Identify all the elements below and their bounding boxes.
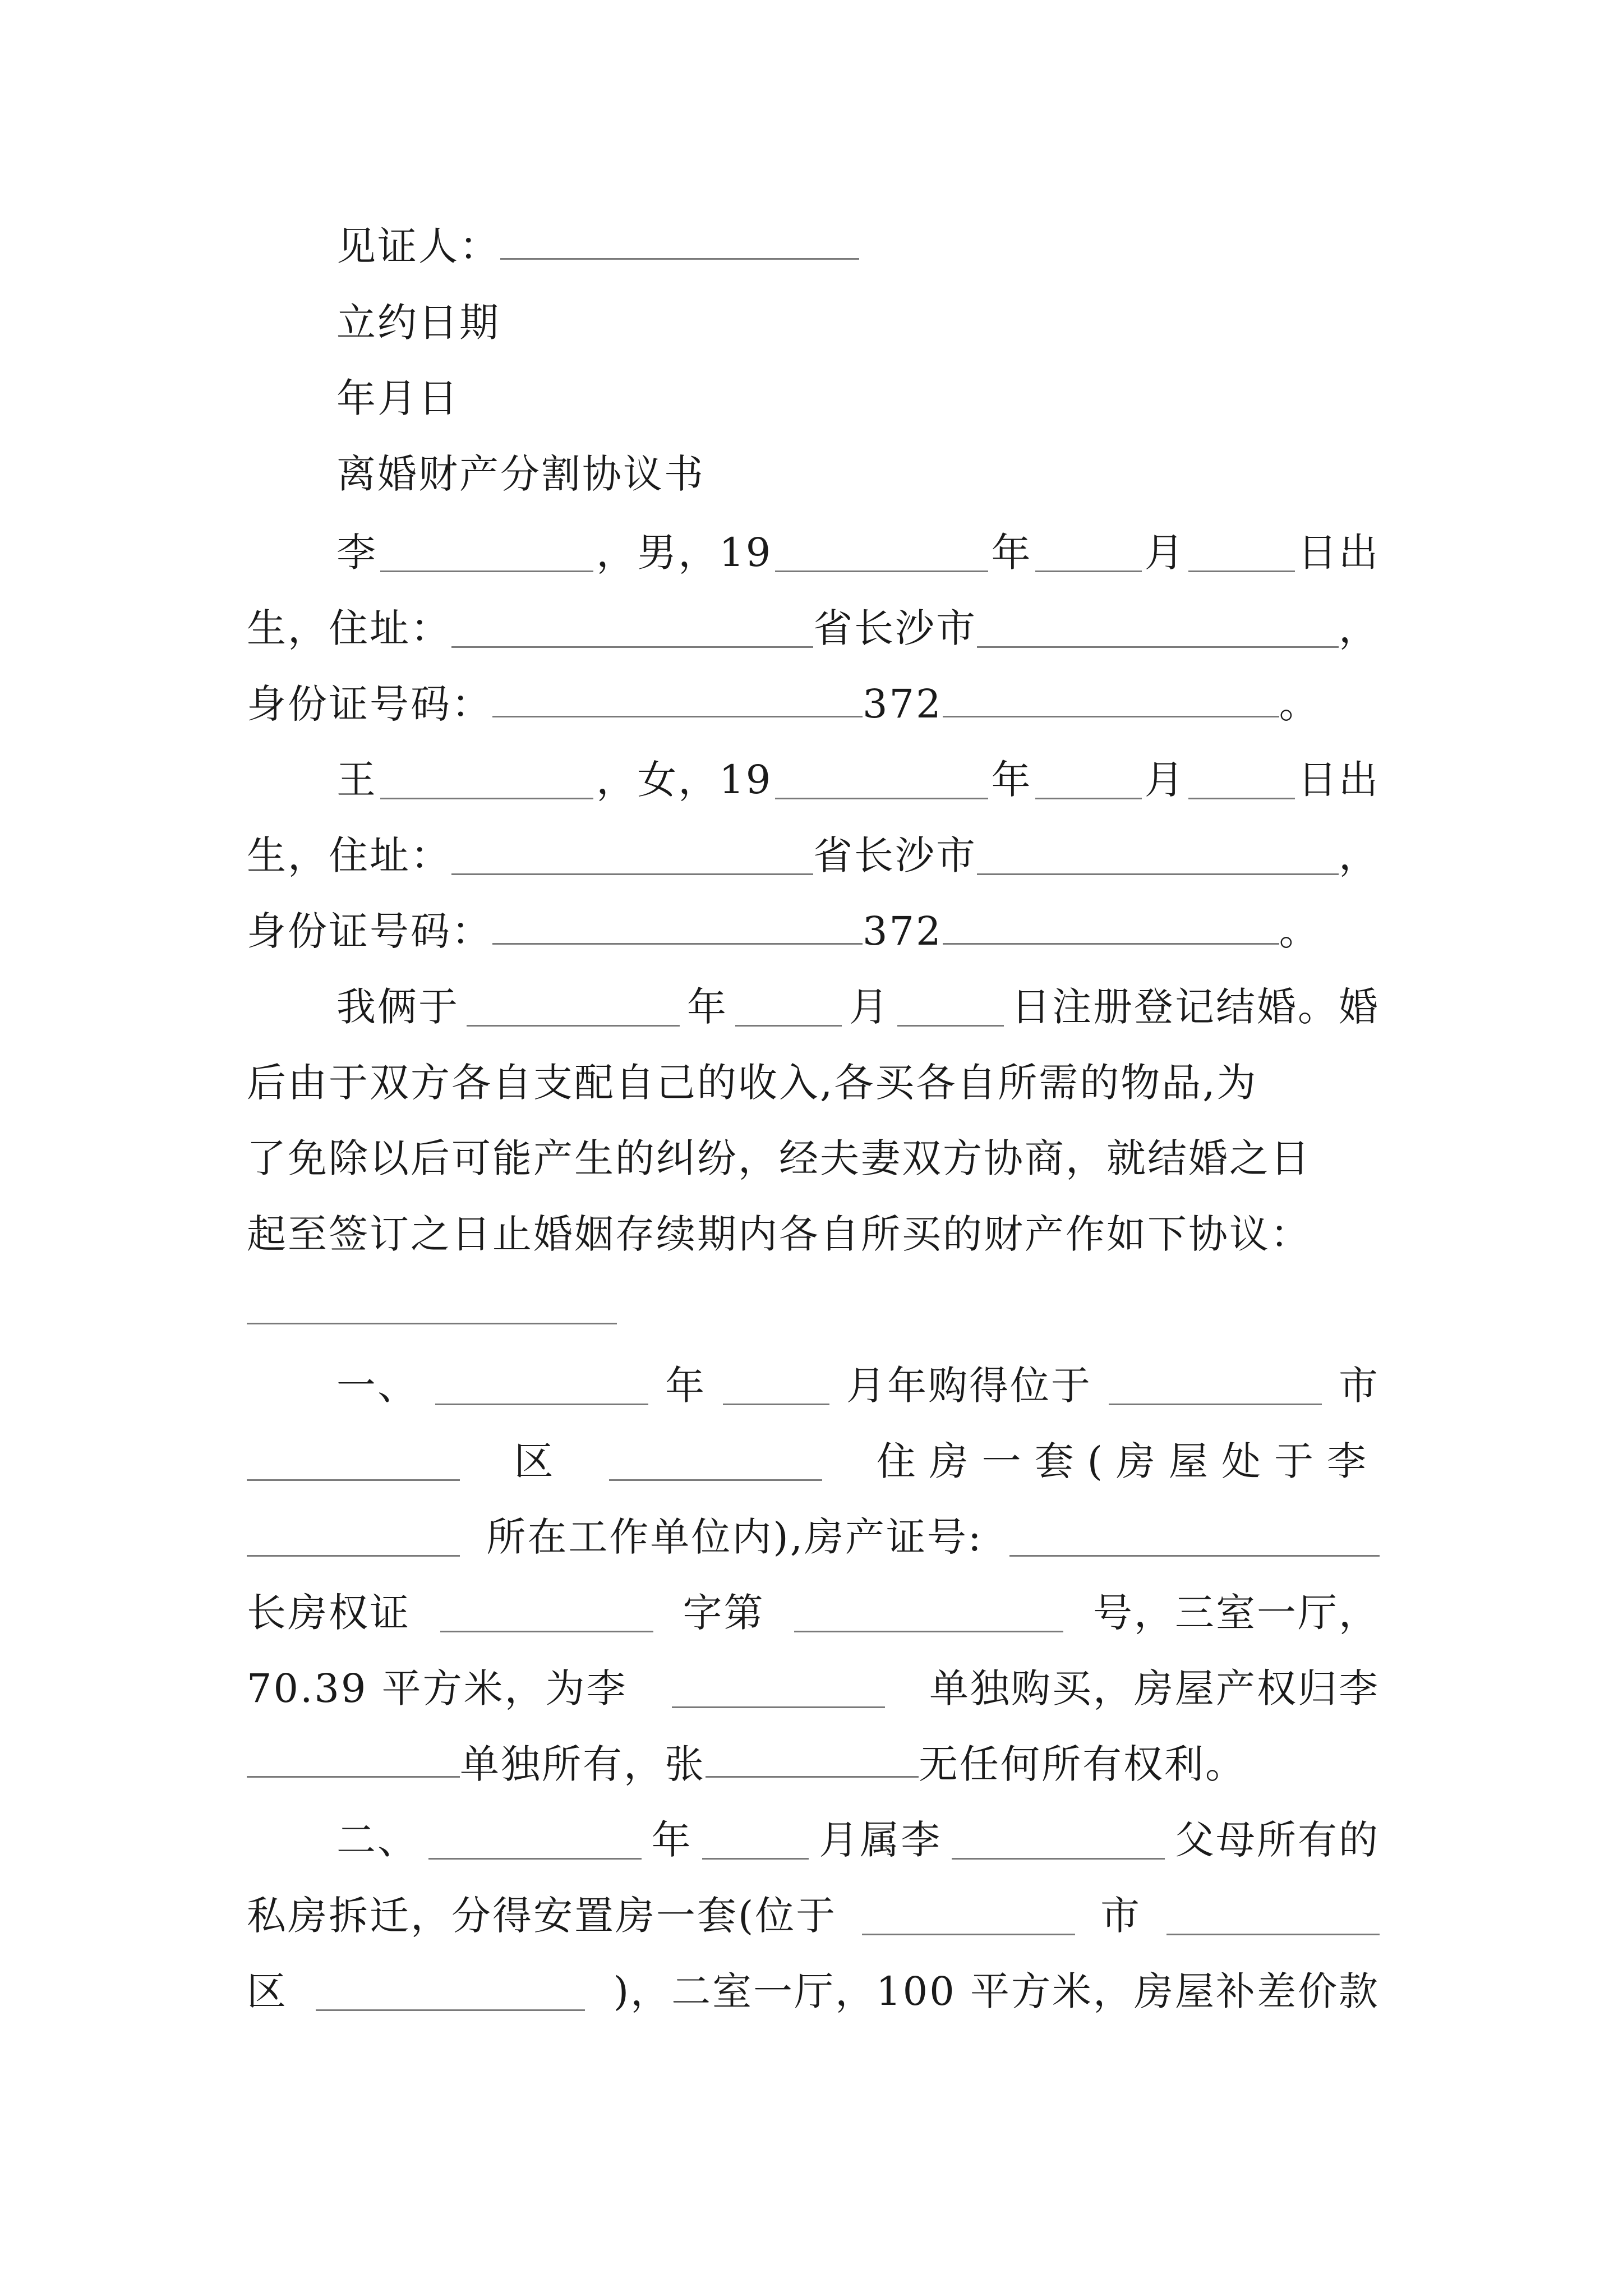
item1-c: 月年购得位于: [846, 1363, 1092, 1409]
item1-i: 字第: [683, 1590, 765, 1636]
item2-c: 月属李: [819, 1817, 942, 1863]
sign-date-label: 立约日期: [336, 300, 500, 346]
marriage-p2: 年: [687, 984, 728, 1030]
wang-month: 月: [1144, 757, 1186, 803]
wang-sex: ，女，19: [596, 757, 773, 803]
wang-id-blank-1: [492, 906, 863, 945]
li-line-3: [247, 666, 1380, 742]
li-day-born: 日出: [1297, 530, 1380, 576]
witness-label: 见证人：: [336, 223, 500, 269]
li-address-blank: [451, 609, 813, 648]
item1-city-blank: [1109, 1366, 1322, 1405]
marriage-month-blank: [735, 988, 842, 1027]
item1-l: 单独购买，房屋产权归李: [929, 1665, 1380, 1711]
li-id-label: 身份证号码：: [247, 681, 492, 727]
li-line-2: [247, 591, 1380, 666]
li-line-1: [247, 515, 1380, 591]
wang-day-born: 日出: [1297, 757, 1380, 803]
item1-cert-blank: [1009, 1518, 1380, 1557]
item1-zi-blank: [440, 1594, 653, 1632]
item1-li-blank-2: [672, 1669, 885, 1708]
li-year: 年: [991, 530, 1032, 576]
witness-blank: [500, 221, 859, 260]
wang-month-blank: [1035, 761, 1142, 799]
item1-j: 号，三室一厅，: [1093, 1590, 1380, 1636]
item1-b: 年: [665, 1363, 706, 1409]
item1-k: 70.39 平方米，为李: [247, 1665, 628, 1711]
item1-f: 住房一套(房屋处于李: [876, 1438, 1380, 1484]
marriage-line-4: 起至签订之日止婚姻存续期内各自所买的财产作如下协议：: [247, 1211, 1311, 1257]
wang-year-blank: [775, 761, 988, 799]
item1-line-4: [247, 1575, 1380, 1651]
li-month-blank: [1035, 533, 1142, 572]
item1-d: 市: [1339, 1363, 1380, 1409]
item2-b: 年: [651, 1817, 693, 1863]
li-sex: ，男，19: [596, 530, 773, 576]
wang-line-1: [247, 742, 1380, 818]
wang-period: 。: [1279, 908, 1320, 954]
item2-line-2: [247, 1878, 1380, 1954]
wang-year: 年: [991, 757, 1032, 803]
marriage-line-2: 后由于双方各自支配自己的收入,各买各自所需的物品,为: [247, 1060, 1258, 1106]
ymd-label: 年月日: [336, 375, 459, 421]
marriage-year-blank: [467, 988, 680, 1027]
li-id-blank-1: [492, 679, 863, 717]
wang-id-prefix: 372: [863, 908, 943, 954]
item2-address-blank: [316, 1972, 585, 2011]
item1-m: 单独所有，张: [460, 1741, 706, 1787]
marriage-p3: 月: [849, 984, 890, 1030]
item2-e: 私房拆迁，分得安置房一套(位于: [247, 1893, 837, 1939]
li-id-prefix: 372: [863, 681, 943, 727]
wang-line-3: [247, 894, 1380, 969]
item2-li-blank: [952, 1821, 1165, 1860]
li-comma: ，: [1339, 605, 1380, 651]
item2-month-blank: [702, 1821, 809, 1860]
marriage-day-blank: [897, 988, 1004, 1027]
witness-line: [247, 209, 1380, 284]
marriage-p1: 我俩于: [336, 984, 459, 1030]
item2-d: 父母所有的: [1174, 1817, 1380, 1863]
item1-line-2: [247, 1424, 1380, 1499]
item1-e: 区: [514, 1438, 555, 1484]
item1-address-blank: [609, 1442, 822, 1481]
item1-g: 所在工作单位内),房产证号:: [486, 1514, 983, 1560]
item1-hao-blank: [794, 1594, 1063, 1632]
li-period: 。: [1279, 681, 1320, 727]
li-id-blank-2: [943, 679, 1279, 717]
item1-a: 一、: [336, 1363, 418, 1409]
wang-line-2: [247, 818, 1380, 894]
marriage-p4: 日注册登记结婚。婚: [1011, 984, 1380, 1030]
item1-line-3: [247, 1499, 1380, 1575]
li-name: 李: [336, 530, 377, 576]
li-day-blank: [1188, 533, 1295, 572]
item2-a: 二、: [336, 1817, 418, 1863]
item2-line-3: [247, 1954, 1380, 2030]
wang-address-detail-blank: [977, 836, 1339, 875]
item2-line-1: [247, 1802, 1380, 1878]
item2-district-blank: [1166, 1897, 1380, 1935]
item2-city-blank: [862, 1897, 1075, 1935]
item2-year-blank: [428, 1821, 642, 1860]
item1-li-blank-3: [247, 1739, 460, 1778]
wang-day-blank: [1188, 761, 1295, 799]
item1-year-blank: [435, 1366, 648, 1405]
wang-province-city: 省长沙市: [813, 832, 977, 878]
li-month: 月: [1144, 530, 1186, 576]
underline-rule: [247, 1323, 617, 1324]
li-province-city: 省长沙市: [813, 605, 977, 651]
item1-zhang-blank: [706, 1739, 919, 1778]
li-address-label: 生，住址：: [247, 605, 451, 651]
li-address-detail-blank: [977, 609, 1339, 648]
li-name-blank: [380, 533, 593, 572]
wang-name: 王: [336, 757, 377, 803]
item2-f: 市: [1100, 1893, 1142, 1939]
li-year-blank: [775, 533, 988, 572]
wang-id-blank-2: [943, 906, 1279, 945]
marriage-line-3: 了免除以后可能产生的纠纷，经夫妻双方协商，就结婚之日: [247, 1135, 1311, 1181]
wang-id-label: 身份证号码：: [247, 908, 492, 954]
item1-line-6: [247, 1727, 1380, 1802]
wang-address-blank: [451, 836, 813, 875]
marriage-line-1: [247, 969, 1380, 1045]
item1-district-blank: [247, 1442, 460, 1481]
document-title: 离婚财产分割协议书: [336, 451, 705, 497]
item1-month-blank: [723, 1366, 829, 1405]
item1-h: 长房权证: [247, 1590, 411, 1636]
item2-h: )，二室一厅，100 平方米，房屋补差价款: [613, 1968, 1380, 2014]
item1-li-blank-1: [247, 1518, 460, 1557]
wang-name-blank: [380, 761, 593, 799]
item2-g: 区: [247, 1968, 288, 2014]
item1-n: 无任何所有权利。: [919, 1741, 1246, 1787]
item1-line-5: [247, 1651, 1380, 1727]
wang-comma: ，: [1339, 832, 1380, 878]
wang-address-label: 生，住址：: [247, 832, 451, 878]
item1-line-1: [247, 1348, 1380, 1424]
